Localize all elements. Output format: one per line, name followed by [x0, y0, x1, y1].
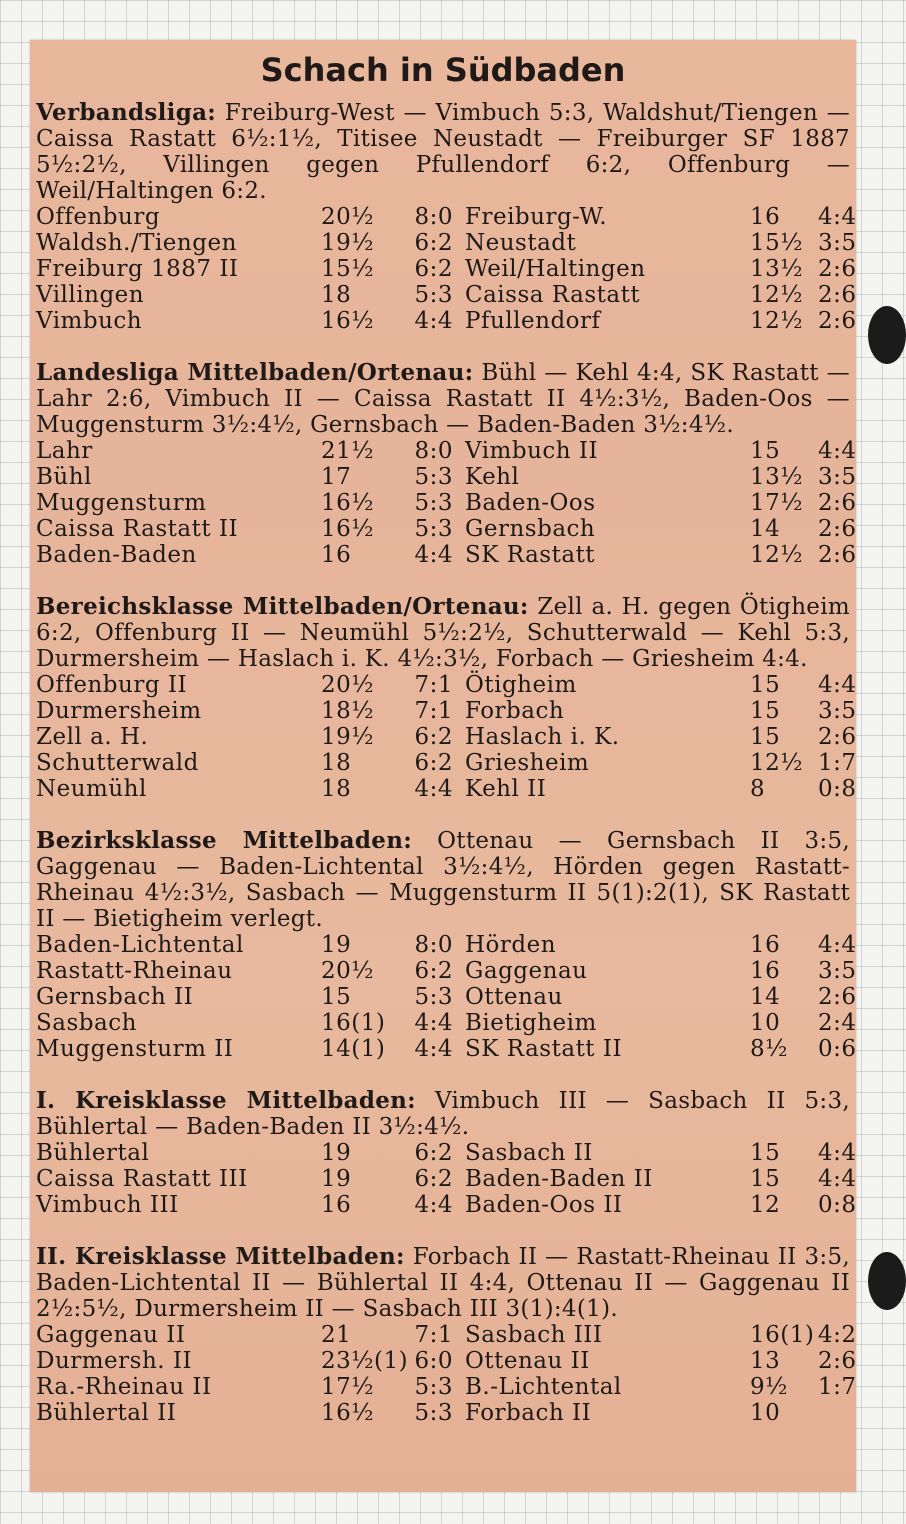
- league-heading: II. Kreisklasse Mittelbaden:: [36, 1243, 405, 1270]
- cell-match-points: 2:6: [818, 516, 857, 542]
- table-row: [36, 1322, 857, 1348]
- cell-points: 18: [321, 282, 352, 308]
- cell-team: Kehl: [465, 464, 520, 490]
- league-heading: Bezirksklasse Mittelbaden:: [36, 827, 413, 854]
- cell-match-points: 2:6: [818, 308, 857, 334]
- cell-team: Villingen: [36, 282, 145, 308]
- cell-match-points: 7:1: [414, 1322, 453, 1348]
- cell-match-points: 4:4: [414, 1010, 453, 1036]
- cell-points: 21: [321, 1322, 352, 1348]
- cell-match-points: 6:0: [414, 1348, 453, 1374]
- cell-match-points: 4:4: [818, 672, 857, 698]
- results-text: Ottenau — Gernsbach II 3:5, Gaggenau — Baden-Lichtental 3½:4½, Hörden gegen Rastatt-Rheinau 4½:3½, Sasbach — Muggensturm II 5(1):2(1), SK Rastatt II — Bietigheim verlegt.: [36, 828, 850, 932]
- cell-points: 16½: [321, 1400, 375, 1426]
- cell-team: Durmersh. II: [36, 1348, 193, 1374]
- cell-match-points: 6:2: [414, 750, 453, 776]
- cell-team: Neustadt: [465, 230, 577, 256]
- cell-match-points: 7:1: [414, 672, 453, 698]
- cell-match-points: 4:4: [414, 1192, 453, 1218]
- cell-team: Gernsbach II: [36, 984, 194, 1010]
- cell-team: Freiburg-W.: [465, 204, 608, 230]
- cell-match-points: 8:0: [414, 932, 453, 958]
- cell-team: Ottenau II: [465, 1348, 590, 1374]
- table-row: [36, 958, 857, 984]
- table-row: [36, 204, 857, 230]
- cell-team: Rastatt-Rheinau: [36, 958, 233, 984]
- cell-match-points: 5:3: [414, 984, 453, 1010]
- cell-points: 13½: [750, 256, 804, 282]
- cell-match-points: 4:4: [414, 542, 453, 568]
- cell-team: Ra.-Rheinau II: [36, 1374, 212, 1400]
- standings-table: [36, 672, 857, 802]
- cell-match-points: 6:2: [414, 1166, 453, 1192]
- cell-match-points: 4:4: [414, 1036, 453, 1062]
- table-row: [36, 1348, 857, 1374]
- table-row: [36, 698, 857, 724]
- cell-match-points: 6:2: [414, 958, 453, 984]
- newspaper-clipping: [30, 40, 856, 1492]
- table-row: [36, 516, 857, 542]
- table-row: [36, 256, 857, 282]
- binder-hole: [868, 1252, 906, 1310]
- results-text: Vimbuch III — Sasbach II 5:3, Bühlertal — Baden-Baden II 3½:4½.: [36, 1088, 850, 1140]
- cell-points: 10: [750, 1010, 781, 1036]
- cell-points: 9½: [750, 1374, 788, 1400]
- cell-match-points: 0:8: [818, 1192, 857, 1218]
- cell-match-points: 6:2: [414, 1140, 453, 1166]
- table-row: [36, 490, 857, 516]
- cell-team: Weil/Haltingen: [465, 256, 646, 282]
- cell-match-points: 0:6: [818, 1036, 857, 1062]
- cell-points: 18: [321, 750, 352, 776]
- cell-team: Bühlertal II: [36, 1400, 177, 1426]
- league-section: [36, 1087, 857, 1218]
- cell-points: 19: [321, 932, 352, 958]
- cell-points: 16½: [321, 490, 375, 516]
- cell-match-points: 4:4: [818, 1140, 857, 1166]
- cell-match-points: 5:3: [414, 464, 453, 490]
- league-section: [36, 593, 857, 802]
- cell-team: Offenburg: [36, 204, 161, 230]
- cell-match-points: 4:4: [818, 204, 857, 230]
- table-row: [36, 464, 857, 490]
- standings-table: [36, 1140, 857, 1218]
- cell-points: 15: [750, 672, 781, 698]
- results-paragraph: [36, 828, 850, 932]
- cell-team: Griesheim: [465, 750, 590, 776]
- cell-match-points: 6:2: [414, 256, 453, 282]
- results-text: Zell a. H. gegen Ötigheim 6:2, Offenburg II — Neumühl 5½:2½, Schutterwald — Kehl 5:3, Durmersheim — Haslach i. K. 4½:3½, Forbach — Griesheim 4:4.: [36, 594, 850, 672]
- cell-team: Vimbuch II: [465, 438, 599, 464]
- cell-match-points: 5:3: [414, 1400, 453, 1426]
- table-row: [36, 542, 857, 568]
- cell-team: Kehl II: [465, 776, 547, 802]
- cell-team: Baden-Lichtental: [36, 932, 244, 958]
- binder-hole: [868, 306, 906, 364]
- cell-team: Sasbach: [36, 1010, 137, 1036]
- cell-team: Caissa Rastatt II: [36, 516, 239, 542]
- league-heading: I. Kreisklasse Mittelbaden:: [36, 1087, 416, 1114]
- cell-team: Haslach i. K.: [465, 724, 620, 750]
- cell-points: 15: [750, 698, 781, 724]
- cell-match-points: 8:0: [414, 438, 453, 464]
- cell-team: Durmersheim: [36, 698, 202, 724]
- cell-match-points: 4:4: [818, 932, 857, 958]
- cell-team: Caissa Rastatt III: [36, 1166, 248, 1192]
- table-row: [36, 438, 857, 464]
- cell-team: Baden-Oos II: [465, 1192, 623, 1218]
- cell-team: Freiburg 1887 II: [36, 256, 239, 282]
- cell-points: 18½: [321, 698, 375, 724]
- cell-match-points: 1:7: [818, 750, 857, 776]
- cell-team: Vimbuch III: [36, 1192, 179, 1218]
- cell-team: B.-Lichtental: [465, 1374, 622, 1400]
- cell-team: Ötigheim: [465, 672, 577, 698]
- cell-match-points: 6:2: [414, 230, 453, 256]
- cell-team: Gaggenau II: [36, 1322, 186, 1348]
- cell-points: 20½: [321, 672, 375, 698]
- results-text: Freiburg-West — Vimbuch 5:3, Waldshut/Tiengen — Caissa Rastatt 6½:1½, Titisee Neustadt — Freiburger SF 1887 5½:2½, Villingen gegen Pfullendorf 6:2, Offenburg — Weil/Haltingen 6:2.: [36, 100, 850, 204]
- cell-team: SK Rastatt: [465, 542, 596, 568]
- cell-points: 16½: [321, 308, 375, 334]
- results-paragraph: [36, 360, 850, 438]
- cell-points: 12½: [750, 542, 804, 568]
- cell-team: Baden-Oos: [465, 490, 596, 516]
- cell-points: 10: [750, 1400, 781, 1426]
- cell-team: Gernsbach: [465, 516, 596, 542]
- cell-match-points: 5:3: [414, 282, 453, 308]
- cell-team: Baden-Baden II: [465, 1166, 653, 1192]
- results-text: Forbach II — Rastatt-Rheinau II 3:5, Baden-Lichtental II — Bühlertal II 4:4, Ottenau II — Gaggenau II 2½:5½, Durmersheim II — Sasbach III 3(1):4(1).: [36, 1244, 850, 1322]
- results-text: Bühl — Kehl 4:4, SK Rastatt — Lahr 2:6, Vimbuch II — Caissa Rastatt II 4½:3½, Baden-Oos — Muggensturm 3½:4½, Gernsbach — Baden-Baden 3½:4½.: [36, 360, 850, 438]
- cell-points: 13: [750, 1348, 781, 1374]
- table-row: [36, 1140, 857, 1166]
- cell-team: Forbach II: [465, 1400, 592, 1426]
- cell-points: 20½: [321, 204, 375, 230]
- table-row: [36, 724, 857, 750]
- cell-team: Pfullendorf: [465, 308, 601, 334]
- results-paragraph: [36, 100, 850, 204]
- cell-team: Bühlertal: [36, 1140, 150, 1166]
- league-section: [36, 827, 857, 1062]
- cell-team: Ottenau: [465, 984, 563, 1010]
- cell-points: 16: [750, 204, 781, 230]
- cell-points: 15: [321, 984, 352, 1010]
- cell-points: 15½: [321, 256, 375, 282]
- cell-points: 18: [321, 776, 352, 802]
- cell-team: Caissa Rastatt: [465, 282, 641, 308]
- cell-team: Forbach: [465, 698, 565, 724]
- cell-points: 17½: [321, 1374, 375, 1400]
- cell-points: 17½: [750, 490, 804, 516]
- cell-points: 19½: [321, 230, 375, 256]
- table-row: [36, 1166, 857, 1192]
- league-section: [36, 99, 857, 334]
- cell-points: 15: [750, 438, 781, 464]
- cell-match-points: 1:7: [818, 1374, 857, 1400]
- cell-match-points: [818, 1400, 848, 1426]
- table-row: [36, 1400, 850, 1426]
- cell-team: Muggensturm II: [36, 1036, 234, 1062]
- standings-table: [36, 1322, 857, 1426]
- cell-match-points: 3:5: [818, 230, 857, 256]
- cell-points: 8½: [750, 1036, 788, 1062]
- cell-match-points: 4:4: [818, 438, 857, 464]
- cell-points: 14: [750, 984, 781, 1010]
- cell-team: Baden-Baden: [36, 542, 197, 568]
- cell-points: 16: [750, 932, 781, 958]
- cell-team: Bühl: [36, 464, 92, 490]
- table-row: [36, 1374, 857, 1400]
- cell-team: Offenburg II: [36, 672, 188, 698]
- cell-points: 19½: [321, 724, 375, 750]
- cell-match-points: 4:2: [818, 1322, 857, 1348]
- cell-team: Sasbach III: [465, 1322, 603, 1348]
- league-heading: Bereichsklasse Mittelbaden/Ortenau:: [36, 593, 529, 620]
- cell-team: Waldsh./Tiengen: [36, 230, 237, 256]
- cell-points: 23½(1): [321, 1348, 409, 1374]
- table-row: [36, 672, 857, 698]
- cell-match-points: 5:3: [414, 1374, 453, 1400]
- cell-points: 15: [750, 1166, 781, 1192]
- table-row: [36, 230, 857, 256]
- cell-team: Vimbuch: [36, 308, 143, 334]
- cell-points: 16: [321, 542, 352, 568]
- cell-team: Neumühl: [36, 776, 147, 802]
- article-title: Schach in Südbaden: [260, 51, 626, 89]
- cell-match-points: 2:6: [818, 490, 857, 516]
- cell-points: 16: [321, 1192, 352, 1218]
- cell-match-points: 3:5: [818, 698, 857, 724]
- league-heading: Verbandsliga:: [36, 99, 217, 126]
- table-row: [36, 776, 857, 802]
- cell-points: 19: [321, 1140, 352, 1166]
- sections-container: [36, 99, 857, 1426]
- cell-points: 21½: [321, 438, 375, 464]
- cell-match-points: 4:4: [818, 1166, 857, 1192]
- table-row: [36, 1192, 857, 1218]
- cell-match-points: 3:5: [818, 958, 857, 984]
- league-heading: Landesliga Mittelbaden/Ortenau:: [36, 359, 474, 386]
- cell-points: 12½: [750, 750, 804, 776]
- cell-team: SK Rastatt II: [465, 1036, 623, 1062]
- results-paragraph: [36, 594, 850, 672]
- cell-points: 12: [750, 1192, 781, 1218]
- cell-match-points: 4:4: [414, 308, 453, 334]
- standings-table: [36, 932, 857, 1062]
- cell-match-points: 4:4: [414, 776, 453, 802]
- cell-team: Zell a. H.: [36, 724, 149, 750]
- table-row: [36, 932, 857, 958]
- cell-match-points: 2:6: [818, 1348, 857, 1374]
- cell-match-points: 2:4: [818, 1010, 857, 1036]
- cell-match-points: 2:6: [818, 542, 857, 568]
- cell-points: 13½: [750, 464, 804, 490]
- cell-points: 16: [750, 958, 781, 984]
- table-row: [36, 308, 857, 334]
- cell-points: 16½: [321, 516, 375, 542]
- cell-team: Hörden: [465, 932, 557, 958]
- cell-points: 15: [750, 724, 781, 750]
- league-section: [36, 359, 857, 568]
- cell-points: 14: [750, 516, 781, 542]
- cell-team: Muggensturm: [36, 490, 207, 516]
- cell-match-points: 2:6: [818, 984, 857, 1010]
- cell-points: 16(1): [321, 1010, 386, 1036]
- standings-table: [36, 204, 857, 334]
- cell-match-points: 2:6: [818, 256, 857, 282]
- cell-match-points: 8:0: [414, 204, 453, 230]
- cell-points: 14(1): [321, 1036, 386, 1062]
- table-row: [36, 1036, 857, 1062]
- cell-team: Gaggenau: [465, 958, 588, 984]
- cell-points: 20½: [321, 958, 375, 984]
- league-section: [36, 1243, 857, 1426]
- cell-points: 17: [321, 464, 352, 490]
- cell-team: Sasbach II: [465, 1140, 593, 1166]
- cell-points: 12½: [750, 282, 804, 308]
- results-paragraph: [36, 1088, 850, 1140]
- cell-match-points: 2:6: [818, 282, 857, 308]
- cell-points: 12½: [750, 308, 804, 334]
- cell-match-points: 3:5: [818, 464, 857, 490]
- cell-match-points: 7:1: [414, 698, 453, 724]
- cell-match-points: 5:3: [414, 516, 453, 542]
- cell-points: 15½: [750, 230, 804, 256]
- cell-match-points: 5:3: [414, 490, 453, 516]
- table-row: [36, 1010, 857, 1036]
- cell-team: Schutterwald: [36, 750, 199, 776]
- standings-table: [36, 438, 857, 568]
- cell-team: Bietigheim: [465, 1010, 597, 1036]
- cell-match-points: 6:2: [414, 724, 453, 750]
- cell-points: 16(1): [750, 1322, 815, 1348]
- results-paragraph: [36, 1244, 850, 1322]
- cell-match-points: 2:6: [818, 724, 857, 750]
- table-row: [36, 282, 857, 308]
- cell-team: Lahr: [36, 438, 93, 464]
- cell-points: 15: [750, 1140, 781, 1166]
- table-row: [36, 750, 857, 776]
- cell-match-points: 0:8: [818, 776, 857, 802]
- table-row: [36, 984, 857, 1010]
- cell-points: 8: [750, 776, 766, 802]
- cell-points: 19: [321, 1166, 352, 1192]
